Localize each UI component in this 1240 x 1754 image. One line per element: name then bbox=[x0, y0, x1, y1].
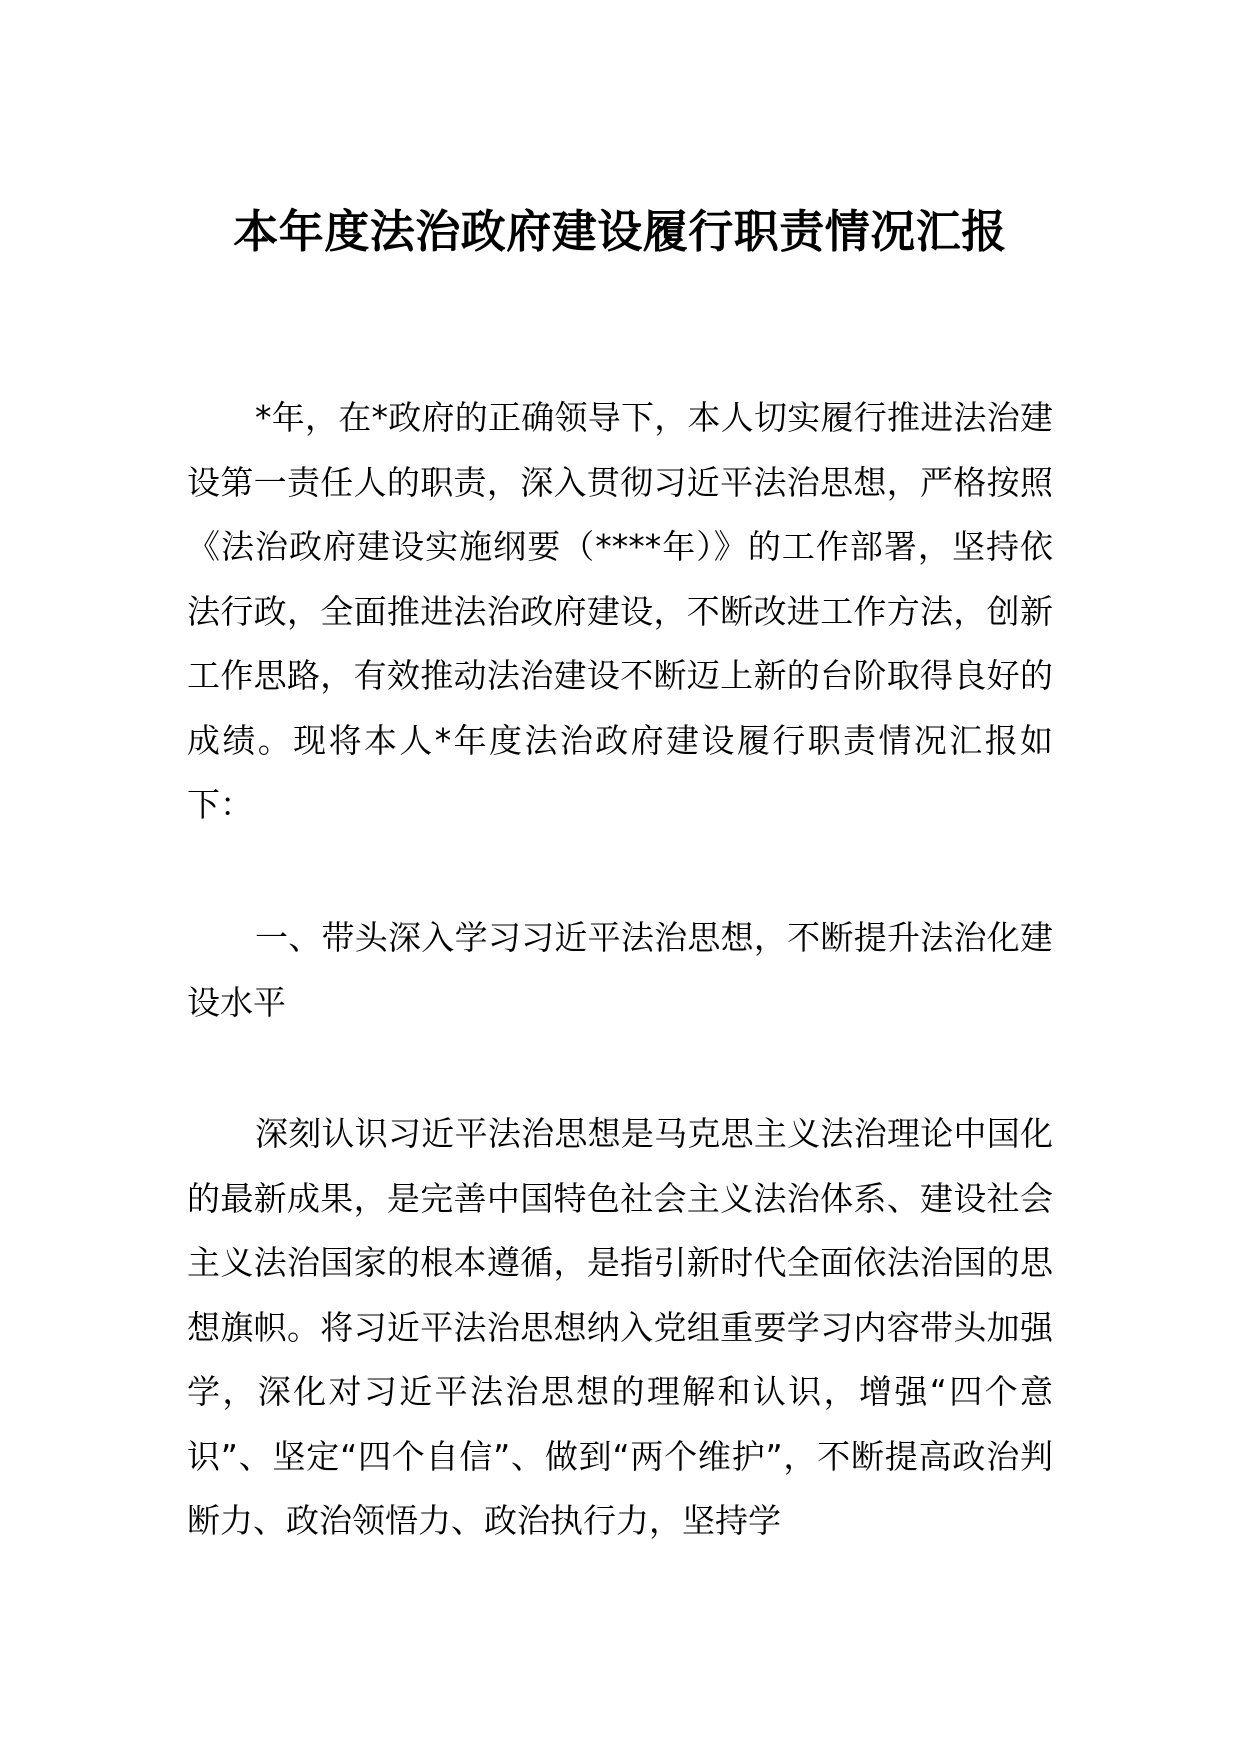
document-title: 本年度法治政府建设履行职责情况汇报 bbox=[233, 205, 1007, 258]
paragraph-section-1: 深刻认识习近平法治思想是马克思主义法治理论中国化的最新成果，是完善中国特色社会主义法治体系、建设社会主义法治国家的根本遵循，是指引新时代全面依法治国的思想旗帜。将习近平法治思想纳入党组重要学习内容带头加强学，深化对习近平法治思想的理解和认识，增强“四个意识”、坚定“四个自信”、做到“两个维护”，不断提高政治判断力、政治领悟力、政治执行力，坚持学 bbox=[187, 1114, 1053, 1540]
paragraph-intro: *年，在*政府的正确领导下，本人切实履行推进法治建设第一责任人的职责，深入贯彻习近平法治思想，严格按照《法治政府建设实施纲要（****年）》的工作部署，坚持依法行政，全面推进法治政府建设，不断改进工作方法，创新工作思路，有效推动法治建设不断迈上新的台阶取得良好的成绩。现将本人*年度法治政府建设履行职责情况汇报如下： bbox=[187, 398, 1053, 824]
section-heading-1: 一、带头深入学习习近平法治思想，不断提升法治化建设水平 bbox=[187, 918, 1053, 1022]
